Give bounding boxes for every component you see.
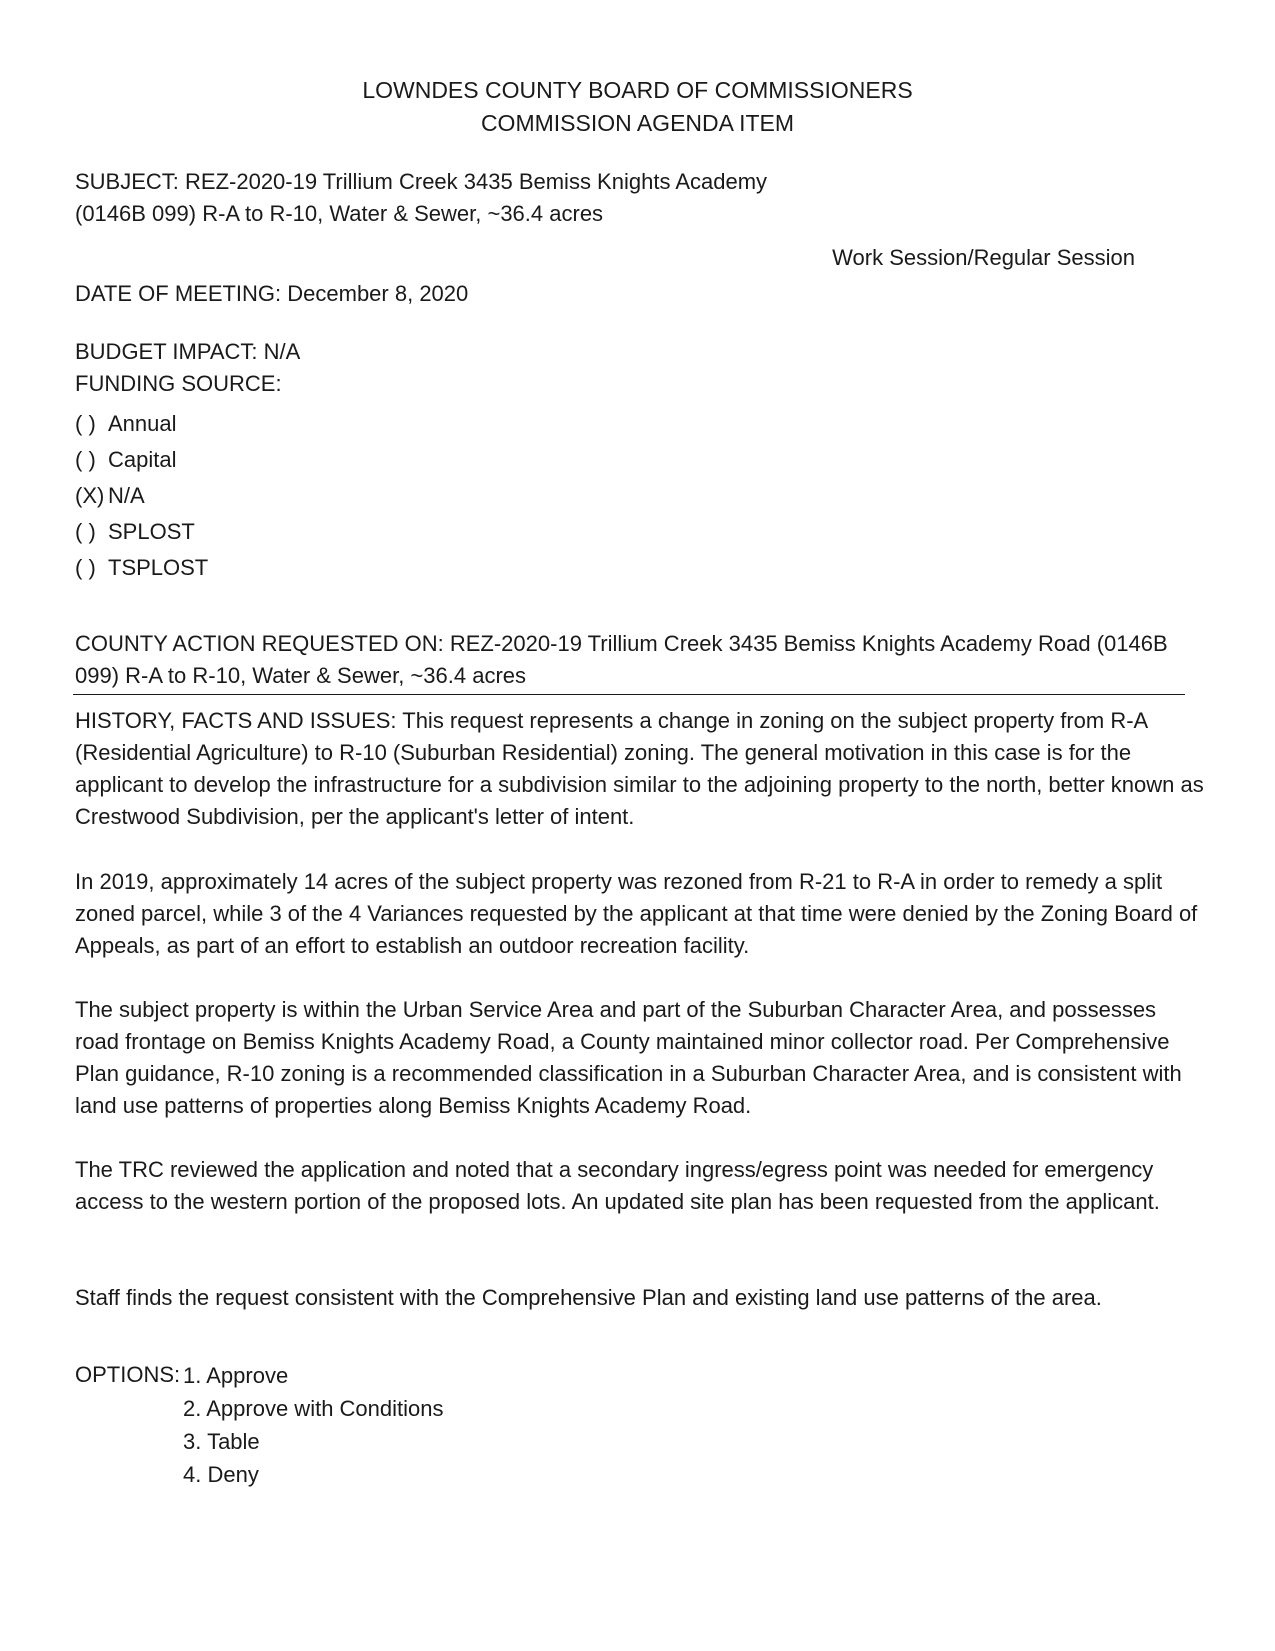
history-paragraph-4: The TRC reviewed the application and noted that a secondary ingress/egress point was needed for emergency access to the western portion of the proposed lots. An updated site plan has been requested from the applicant. xyxy=(75,1157,1160,1214)
history-paragraph-2: In 2019, approximately 14 acres of the subject property was rezoned from R-21 to R-A in order to remedy a split zoned parcel, while 3 of the 4 Variances requested by the applicant at that time were denied by the Zoning Board of Appeals, as part of an effort to establish an outdoor recreation facility. xyxy=(75,869,1198,958)
meeting-date: DATE OF MEETING: December 8, 2020 xyxy=(75,281,469,306)
funding-checkbox: (X) xyxy=(75,483,105,508)
action-requested: COUNTY ACTION REQUESTED ON: REZ-2020-19 Trillium Creek 3435 Bemiss Knights Academy Road (0146B 099) R-A to R-10, Water & Sewer, ~36.4 acres xyxy=(75,631,1168,688)
funding-source-label: FUNDING SOURCE: xyxy=(75,371,282,396)
funding-checkbox: ( ) xyxy=(75,519,96,544)
options-list xyxy=(183,1359,444,1491)
header-title: COMMISSION AGENDA ITEM xyxy=(480,110,795,136)
history-paragraph-1: HISTORY, FACTS AND ISSUES: This request represents a change in zoning on the subject property from R-A (Residential Agriculture) to R-10 (Suburban Residential) zoning. The general motivation in this case is for the applicant to develop the infrastructure for a subdivision similar to the adjoining property to the north, better known as Crestwood Subdivision, per the applicant's letter of intent. xyxy=(75,708,1204,829)
session-type: Work Session/Regular Session xyxy=(832,245,1135,270)
option-item: 3. Table xyxy=(183,1429,260,1454)
history-paragraph-3: The subject property is within the Urban Service Area and part of the Suburban Character Area, and possesses road frontage on Bemiss Knights Academy Road, a County maintained minor collector road. Per Comprehensive Plan guidance, R-10 zoning is a recommended classification in a Suburban Character Area, and is consistent with land use patterns of properties along Bemiss Knights Academy Road. xyxy=(75,997,1182,1118)
subject-line-2: (0146B 099) R-A to R-10, Water & Sewer, ~36.4 acres xyxy=(75,201,604,226)
funding-checkbox: ( ) xyxy=(75,555,96,580)
subject-line-1: SUBJECT: REZ-2020-19 Trillium Creek 3435 Bemiss Knights Academy xyxy=(75,169,768,194)
funding-option-label: Capital xyxy=(108,447,177,472)
funding-option-label: Annual xyxy=(108,411,177,436)
funding-option-splost xyxy=(75,514,208,550)
funding-option-capital xyxy=(75,442,208,478)
option-item: 1. Approve xyxy=(183,1363,289,1388)
section-divider xyxy=(73,694,1185,695)
funding-source-list xyxy=(75,406,208,586)
document-header xyxy=(0,74,1275,140)
funding-option-tsplost xyxy=(75,550,208,586)
budget-impact: BUDGET IMPACT: N/A xyxy=(75,339,301,364)
funding-option-label: N/A xyxy=(108,483,145,508)
funding-option-label: TSPLOST xyxy=(108,555,209,580)
option-item: 4. Deny xyxy=(183,1462,259,1487)
option-item: 2. Approve with Conditions xyxy=(183,1396,444,1421)
funding-option-na xyxy=(75,478,208,514)
history-paragraph-5: Staff finds the request consistent with the Comprehensive Plan and existing land use patterns of the area. xyxy=(75,1285,1102,1310)
funding-checkbox: ( ) xyxy=(75,447,96,472)
funding-option-label: SPLOST xyxy=(108,519,195,544)
options-label: OPTIONS: xyxy=(75,1362,181,1387)
funding-checkbox: ( ) xyxy=(75,411,96,436)
header-organization: LOWNDES COUNTY BOARD OF COMMISSIONERS xyxy=(362,77,913,103)
funding-option-annual xyxy=(75,406,208,442)
